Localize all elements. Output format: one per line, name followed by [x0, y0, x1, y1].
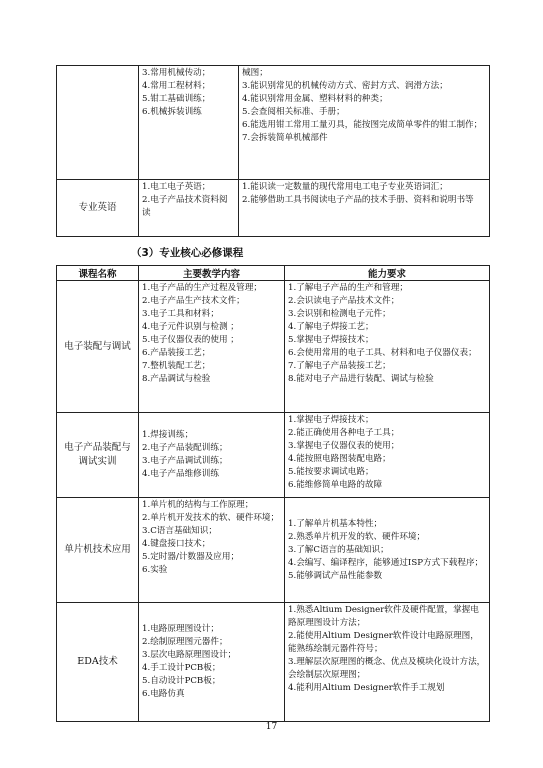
list-item: 2.能使用Altium Designer软件设计电路原理图，能熟练绘制元器件符号； — [288, 631, 479, 654]
list-item: 6.电路仿真 — [142, 689, 185, 699]
list-item: 2.熟悉单片机开发的软、硬件环境； — [288, 531, 426, 542]
list-item: 4.电子元件识别与检测 ； — [142, 322, 239, 332]
list-item: 5.钳工基础训练； — [142, 94, 211, 104]
page-number: 17 — [265, 722, 278, 732]
list-item: 4.了解电子焊接工艺； — [288, 322, 374, 332]
table-header-row — [57, 266, 490, 281]
list-item: 4.能按照电路图装配电路； — [288, 454, 391, 464]
header-course-name: 课程名称 — [57, 266, 139, 281]
list-item: 3.能识别常见的机械传动方式、密封方式、润滑方法； — [242, 81, 448, 91]
list-item: 3.了解C语言的基础知识； — [288, 544, 389, 555]
list-item: 6.会使用常用的电子工具、材料和电子仪器仪表； — [288, 348, 477, 358]
list-item: 3.层次电路原理图设计； — [142, 650, 237, 660]
teaching-content-cell — [139, 498, 285, 603]
teaching-content-cell — [139, 281, 285, 413]
table-row — [57, 603, 490, 722]
course-name-cell: 电子产品装配与调试实训 — [57, 413, 139, 498]
list-item: 8.产品调试与检验 — [142, 374, 211, 384]
list-item: 2.绘制原理图元器件； — [142, 637, 228, 647]
list-item: 1.熟悉Altium Designer软件及硬件配置，掌握电路原理图设计方法； — [288, 605, 479, 628]
ability-requirement-cell — [285, 603, 490, 722]
course-name-cell: 专业英语 — [57, 180, 139, 237]
course-name-cell: 电子装配与调试 — [57, 281, 139, 413]
list-item: 5.能按要求调试电路； — [288, 467, 374, 477]
list-item: 3.会识别和检测电子元件； — [288, 309, 391, 319]
list-item: 6.实验 — [142, 565, 168, 575]
list-item: 6.机械拆装训练 — [142, 107, 202, 117]
list-item: 6.能维修简单电路的故障 — [288, 480, 383, 490]
list-item: 1.电工电子英语； — [142, 182, 211, 192]
list-item: 3.C语言基础知识； — [142, 526, 217, 536]
ability-requirement-cell — [285, 281, 490, 413]
header-ability-requirement: 能力要求 — [285, 266, 490, 281]
list-item: 4.手工设计PCB板； — [142, 663, 221, 673]
list-item: 3.电子工具和材料； — [142, 309, 219, 319]
list-item: 4.能识别常用金属、塑料材料的种类； — [242, 94, 388, 104]
list-item: 7.会拆装简单机械部件 — [242, 133, 328, 143]
teaching-content-cell — [139, 66, 239, 180]
course-name-cell: 单片机技术应用 — [57, 498, 139, 603]
table-row — [57, 498, 490, 603]
ability-requirement-cell — [239, 180, 490, 237]
list-item: 3.电子产品调试训练； — [142, 456, 228, 466]
ability-requirement-cell — [285, 413, 490, 498]
list-item: 2.电子产品装配训练； — [142, 443, 228, 453]
teaching-content-cell — [139, 180, 239, 237]
list-item: 4.常用工程材料； — [142, 81, 211, 91]
header-teaching-content: 主要教学内容 — [139, 266, 285, 281]
list-item: 5.电子仪器仪表的使用 ； — [142, 335, 239, 345]
list-item: 3.常用机械传动； — [142, 68, 211, 78]
list-item: 4.会编写、编译程序，能够通过ISP方式下载程序； — [288, 557, 484, 568]
list-item: 5.掌握电子焊接技术； — [288, 335, 374, 345]
course-name-cell — [57, 66, 139, 180]
list-item: 械图； — [242, 68, 268, 78]
list-item: 5.定时器/计数器及应用； — [142, 552, 240, 562]
list-item: 3.理解层次原理图的概念、优点及模块化设计方法，会绘制层次原理图； — [288, 657, 486, 680]
top-course-table — [56, 65, 490, 237]
list-item: 1.了解单片机基本特性； — [288, 518, 383, 529]
list-item: 1.焊接训练； — [142, 430, 194, 440]
ability-requirement-cell — [239, 66, 490, 180]
list-item: 7.了解电子产品装接工艺； — [288, 361, 391, 371]
list-item: 2.能够借助工具书阅读电子产品的技术手册、资料和说明书等 — [242, 195, 474, 205]
list-item: 1.电路原理图设计； — [142, 624, 219, 634]
list-item: 8.能对电子产品进行装配、调试与检验 — [288, 374, 434, 384]
core-course-table — [56, 265, 490, 722]
table-row — [57, 281, 490, 413]
list-item: 6.产品装接工艺； — [142, 348, 211, 358]
list-item: 6.能选用钳工常用工量刃具，能按图完成简单零件的钳工制作； — [242, 120, 483, 130]
table-row — [57, 180, 490, 237]
course-name-cell: EDA技术 — [57, 603, 139, 722]
list-item: 2.会识读电子产品技术文件； — [288, 296, 400, 306]
teaching-content-cell — [139, 413, 285, 498]
list-item: 5.能够调试产品性能参数 — [288, 570, 383, 581]
list-item: 1.单片机的结构与工作原理； — [142, 500, 254, 510]
list-item: 2.电子产品技术资料阅读 — [142, 195, 228, 218]
list-item: 1.掌握电子焊接技术； — [288, 415, 374, 425]
teaching-content-cell — [139, 603, 285, 722]
list-item: 1.能识读一定数量的现代常用电工电子专业英语词汇； — [242, 182, 448, 192]
ability-requirement-cell — [285, 498, 490, 603]
list-item: 1.电子产品的生产过程及管理； — [142, 283, 262, 293]
table-row — [57, 66, 490, 180]
list-item: 1.了解电子产品的生产和管理； — [288, 283, 408, 293]
list-item: 4.电子产品维修训练 — [142, 469, 219, 479]
list-item: 7.整机装配工艺； — [142, 361, 211, 371]
list-item: 4.能利用Altium Designer软件手工规划 — [288, 683, 445, 693]
list-item: 4.键盘接口技术； — [142, 539, 211, 549]
list-item: 5.自动设计PCB板； — [142, 676, 221, 686]
list-item: 2.能正确使用各种电子工具； — [288, 428, 400, 438]
list-item: 3.掌握电子仪器仪表的使用； — [288, 441, 400, 451]
list-item: 5.会查阅相关标准、手册； — [242, 107, 345, 117]
list-item: 2.电子产品生产技术文件； — [142, 296, 245, 306]
section-heading: （3）专业核心必修课程 — [131, 247, 244, 259]
table-row — [57, 413, 490, 498]
list-item: 2.单片机开发技术的软、硬件环境； — [142, 513, 280, 523]
